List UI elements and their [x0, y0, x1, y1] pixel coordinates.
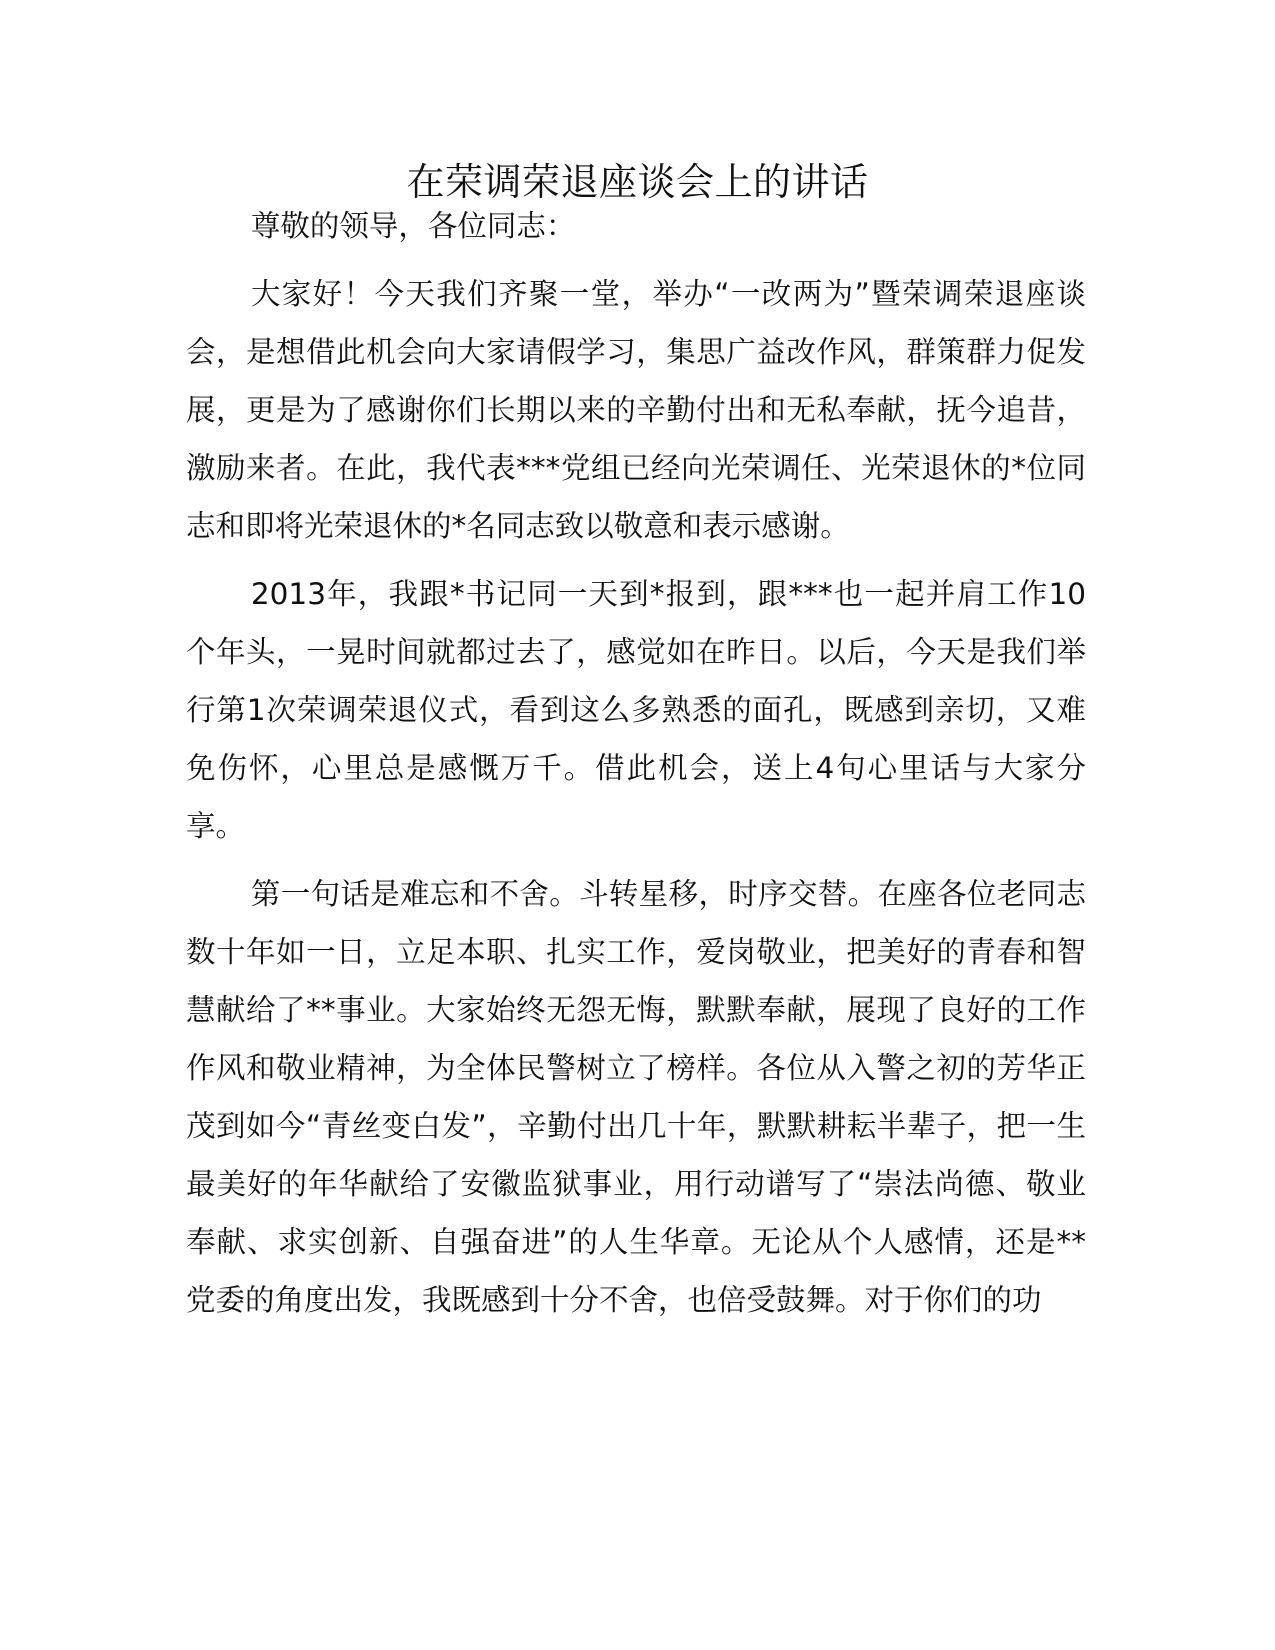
document-title: 在荣调荣退座谈会上的讲话: [406, 160, 869, 204]
document-body: [186, 197, 1086, 1339]
paragraph-3: 第一句话是难忘和不舍。斗转星移，时序交替。在座各位老同志数十年如一日，立足本职、扎实工作，爱岗敬业，把美好的青春和智慧献给了**事业。大家始终无怨无悔，默默奉献，展现了良好的工作作风和敬业精神，为全体民警树立了榜样。各位从入警之初的芳华正茂到如今“青丝变白发”，辛勤付出几十年，默默耕耘半辈子，把一生最美好的年华献给了安徽监狱事业，用行动谱写了“崇法尚德、敬业奉献、求实创新、自强奋进”的人生华章。无论从个人感情，还是**党委的角度出发，我既感到十分不舍，也倍受鼓舞。对于你们的功: [186, 877, 1086, 1317]
paragraph-1: 大家好！今天我们齐聚一堂，举办“一改两为”暨荣调荣退座谈会，是想借此机会向大家请假学习，集思广益改作风，群策群力促发展，更是为了感谢你们长期以来的辛勤付出和无私奉献，抚今追昔，激励来者。在此，我代表***党组已经向光荣调任、光荣退休的*位同志和即将光荣退休的*名同志致以敬意和表示感谢。: [186, 277, 1086, 543]
salutation: 尊敬的领导，各位同志：: [250, 209, 576, 243]
paragraph-2: 2013年，我跟*书记同一天到*报到，跟***也一起并肩工作10个年头，一晃时间就都过去了，感觉如在昨日。以后，今天是我们举行第1次荣调荣退仪式，看到这么多熟悉的面孔，既感到亲切，又难免伤怀，心里总是感慨万千。借此机会，送上4句心里话与大家分享。: [186, 577, 1086, 843]
